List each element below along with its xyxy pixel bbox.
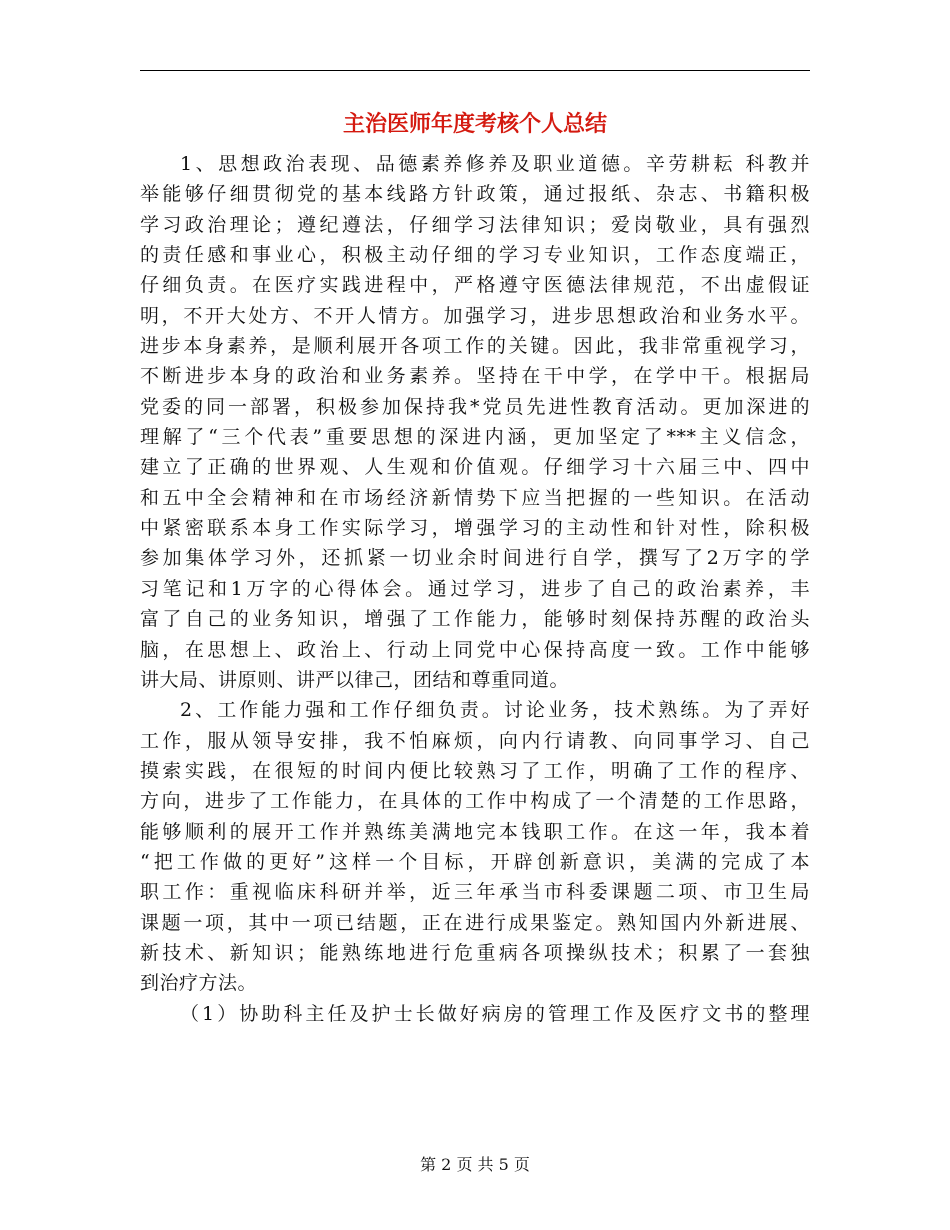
paragraph-1-line: 习笔记和1万字的心得体会。通过学习，进步了自己的政治素养，丰 <box>140 577 810 600</box>
paragraph-2-line: 能够顺利的展开工作并熟练美满地完本钱职工作。在这一年，我本着 <box>140 820 810 843</box>
paragraph-1-line: 参加集体学习外，还抓紧一切业余时间进行自学，撰写了2万字的学 <box>140 547 810 570</box>
page-number-footer: 第 2 页 共 5 页 <box>420 1155 530 1174</box>
paragraph-1-line: 党委的同一部署，积极参加保持我*党员先进性教育活动。更加深进的 <box>140 395 810 418</box>
paragraph-1-line: 讲大局、讲原则、讲严以律己，团结和尊重同道。 <box>140 668 570 691</box>
paragraph-1-line: 和五中全会精神和在市场经济新情势下应当把握的一些知识。在活动 <box>140 486 810 509</box>
paragraph-1-line: 建立了正确的世界观、人生观和价值观。仔细学习十六届三中、四中 <box>140 456 810 479</box>
document-body <box>140 149 810 1029</box>
paragraph-1-line: 明，不开大处方、不开人情方。加强学习，进步思想政治和业务水平。 <box>140 304 810 327</box>
paragraph-1-line: 脑，在思想上、政治上、行动上同党中心保持高度一致。工作中能够 <box>140 638 810 661</box>
paragraph-1-line: 学习政治理论；遵纪遵法，仔细学习法律知识；爱岗敬业，具有强烈 <box>140 213 810 236</box>
paragraph-2-line: 职工作：重视临床科研并举，近三年承当市科委课题二项、市卫生局 <box>140 881 810 904</box>
paragraph-1-line: 1、思想政治表现、品德素养修养及职业道德。辛劳耕耘 科教并 <box>180 153 810 175</box>
paragraph-2-line: 工作，服从领导安排，我不怕麻烦，向内行请教、向同事学习、自己 <box>140 729 810 752</box>
paragraph-2-line: 新技术、新知识；能熟练地进行危重病各项操纵技术；积累了一套独 <box>140 941 810 964</box>
paragraph-2-line: 到治疗方法。 <box>140 972 258 995</box>
paragraph-1-line: 不断进步本身的政治和业务素养。坚持在干中学，在学中干。根据局 <box>140 365 810 388</box>
paragraph-1-line: 的责任感和事业心，积极主动仔细的学习专业知识，工作态度端正， <box>140 244 810 267</box>
paragraph-2-line: “把工作做的更好”这样一个目标，开辟创新意识，美满的完成了本 <box>140 850 810 873</box>
paragraph-1-line: 理解了“三个代表”重要思想的深进内涵，更加坚定了***主义信念， <box>140 426 810 449</box>
paragraph-2-line: 2、工作能力强和工作仔细负责。讨论业务，技术熟练。为了弄好 <box>180 699 810 722</box>
paragraph-1-line: 中紧密联系本身工作实际学习，增强学习的主动性和针对性，除积极 <box>140 517 810 540</box>
paragraph-1-line: 富了自己的业务知识，增强了工作能力，能够时刻保持苏醒的政治头 <box>140 608 810 631</box>
paragraph-2-line: 课题一项，其中一项已结题，正在进行成果鉴定。熟知国内外新进展、 <box>140 911 810 934</box>
paragraph-3-line: （1）协助科主任及护士长做好病房的管理工作及医疗文书的整理 <box>180 1002 810 1025</box>
paragraph-1-line: 仔细负责。在医疗实践进程中，严格遵守医德法律规范，不出虚假证 <box>140 274 810 297</box>
paragraph-1-line: 举能够仔细贯彻党的基本线路方针政策，通过报纸、杂志、书籍积极 <box>140 183 810 206</box>
document-title: 主治医师年度考核个人总结 <box>342 112 607 137</box>
paragraph-2-line: 方向，进步了工作能力，在具体的工作中构成了一个清楚的工作思路， <box>140 790 810 813</box>
header-rule <box>140 70 810 71</box>
paragraph-2-line: 摸索实践，在很短的时间内便比较熟习了工作，明确了工作的程序、 <box>140 759 810 782</box>
paragraph-1-line: 进步本身素养，是顺利展开各项工作的关键。因此，我非常重视学习， <box>140 335 810 358</box>
